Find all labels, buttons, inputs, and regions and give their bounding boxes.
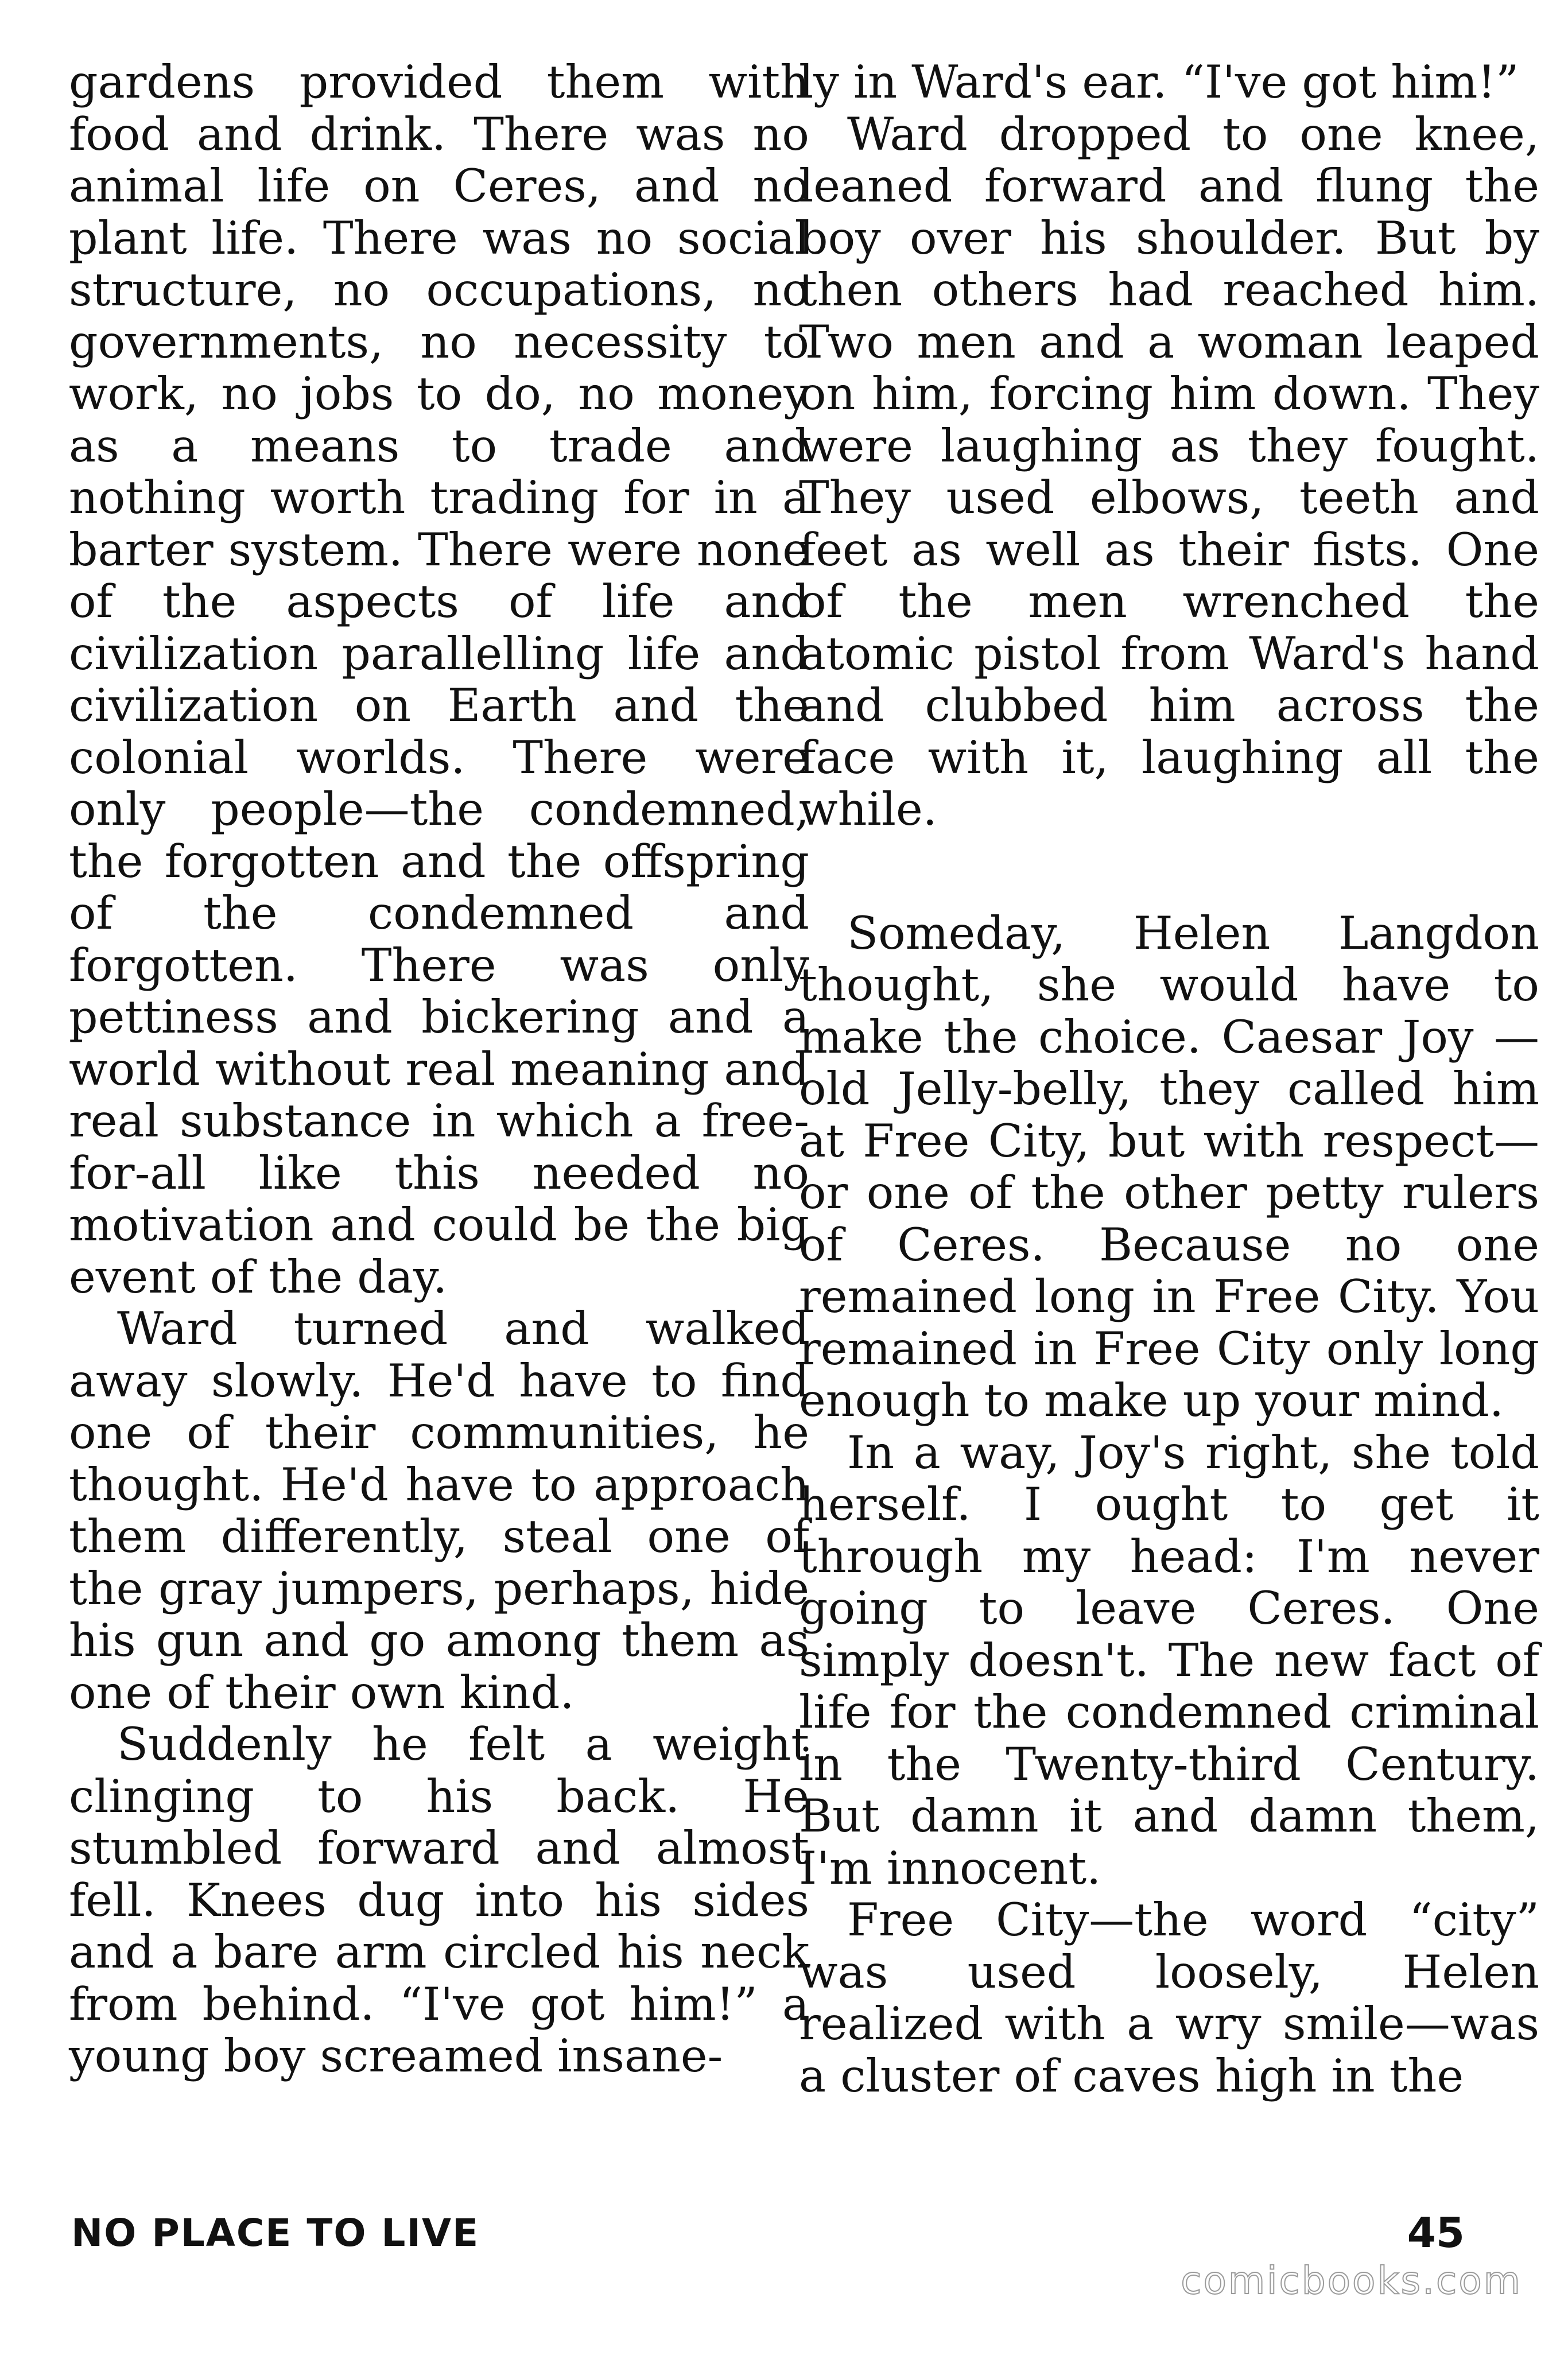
paragraph: Ward dropped to one knee, leaned forward and flung the boy over his shoulder. But by then others had reached him. Two men and a woman leaped on him, forcing him down. They were laughing as they fought. They used elbows, teeth and feet as well as their fists. One of the men wrenched the atomic pistol from Ward's hand and clubbed him across the face with it, laughing all the while. (799, 107, 1539, 836)
paragraph: Suddenly he felt a weight clinging to his back. He stumbled forward and almost fell. Knees dug into his sides and a bare arm circled his neck from behind. “I've got him!” a young boy screamed insane- (69, 1718, 809, 2082)
paragraph: Someday, Helen Langdon thought, she would have to make the choice. Caesar Joy —old Jelly-belly, they called him at Free City, but with respect—or one of the other petty rulers of Ceres. Because no one remained long in Free City. You remained in Free City only long enough to make up your mind. (799, 906, 1539, 1427)
page-number: 45 (1407, 2209, 1465, 2257)
watermark: comicbooks.com (1181, 2259, 1522, 2303)
paragraph: Free City—the word “city” was used loosely, Helen realized with a wry smile—was a cluster of caves high in the (799, 1893, 1539, 2102)
paragraph: ly in Ward's ear. “I've got him!” (799, 56, 1519, 108)
running-footer-title: NO PLACE TO LIVE (71, 2211, 480, 2255)
left-text-column (69, 56, 809, 2082)
paragraph: In a way, Joy's right, she told herself. I ought to get it through my head: I'm never going to leave Ceres. One simply doesn't. The new fact of life for the condemned criminal in the Twenty-third Century. But damn it and damn them, I'm innocent. (799, 1426, 1539, 1895)
right-text-column (799, 56, 1539, 2102)
paragraph: Ward turned and walked away slowly. He'd have to find one of their communities, he thought. He'd have to approach them differently, steal one of the gray jumpers, perhaps, hide his gun and go among them as one of their own kind. (69, 1302, 809, 1719)
paragraph: gardens provided them with food and drink. There was no animal life on Ceres, and no plant life. There was no social structure, no occupations, no governments, no necessity to work, no jobs to do, no money as a means to trade and nothing worth trading for in a barter system. There were none of the aspects of life and civilization parallelling life and civilization on Earth and the colonial worlds. There were only people—the condemned, the forgotten and the offspring of the condemned and forgotten. There was only pettiness and bickering and a world without real meaning and real substance in which a free-for-all like this needed no motivation and could be the big event of the day. (69, 56, 809, 1303)
